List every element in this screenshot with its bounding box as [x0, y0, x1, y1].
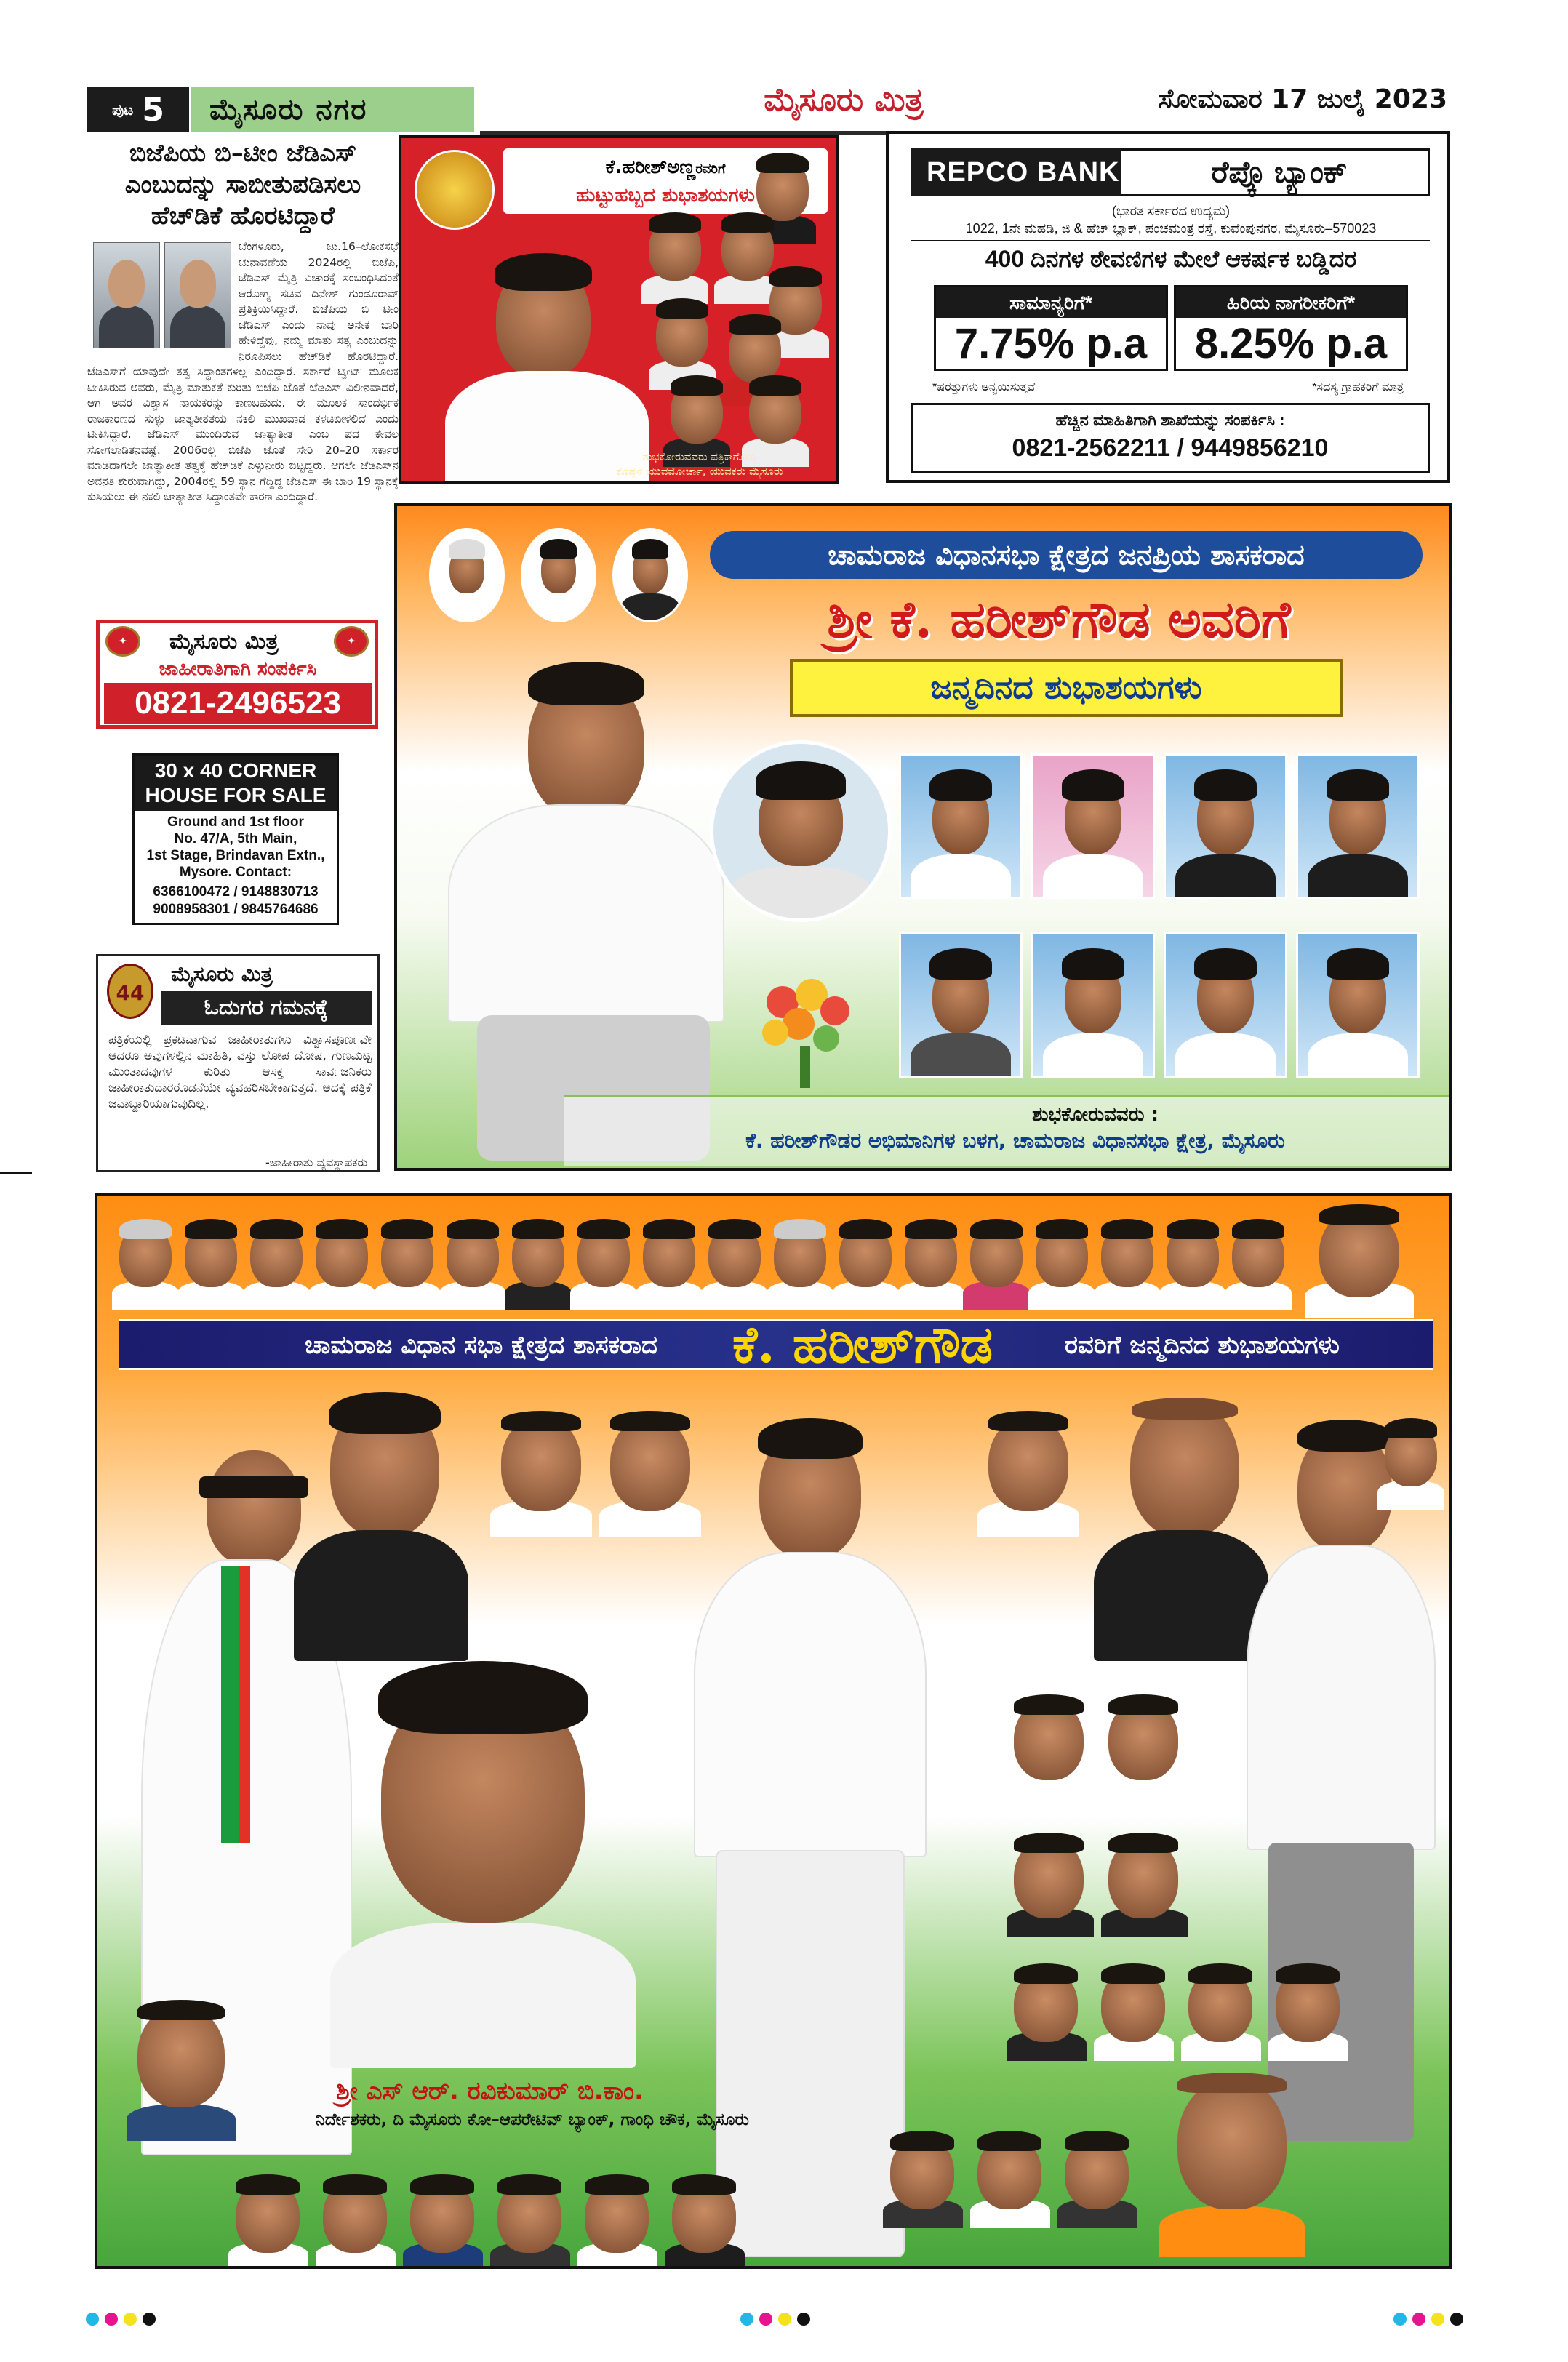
repco-logo: REPCO BANK: [911, 148, 1121, 196]
rate-value: 7.75% p.a: [954, 320, 1148, 367]
readers-notice-title: ಮೈಸೂರು ಮಿತ್ರ: [171, 962, 273, 986]
leader-figure: [287, 1385, 476, 1661]
readers-notice-body: ಪತ್ರಿಕೆಯಲ್ಲಿ ಪ್ರಕಟವಾಗುವ ಜಾಹೀರಾತುಗಳು ವಿಶ್ವಾಸಪೂರ್ಣವೇ ಆದರೂ ಅವುಗಳಲ್ಲಿನ ಮಾಹಿತಿ, ವಸ್ತು ಲೋಪ ದೋಷ, ಗುಣಮಟ್ಟ ಮುಂತಾದವುಗಳ ಕುರಿತು ಆಸಕ್ತ ಸಾರ್ವಜನಿಕರು ಜಾಹೀರಾತುದಾರರೊಡನೆಯೇ ವ್ಯವಹರಿಸಬೇಕಾಗುತ್ತದೆ. ಅದಕ್ಕೆ ಪತ್ರಿಕೆ ಜವಾಬ್ದಾರಿಯಾಗುವುದಿಲ್ಲ.: [108, 1033, 372, 1111]
leader-portrait: [767, 1214, 833, 1303]
birthday-ad-mid-banner: ಚಾಮರಾಜ ವಿಧಾನಸಭಾ ಕ್ಷೇತ್ರದ ಜನಪ್ರಿಯ ಶಾಸಕರಾದ: [710, 531, 1423, 579]
featured-portrait-caption-role: ನಿರ್ದೇಶಕರು, ದಿ ಮೈಸೂರು ಕೋ–ಆಪರೇಟಿವ್ ಬ್ಯಾಂಕ್, ಗಾಂಧಿ ಚೌಕ, ಮೈಸೂರು: [316, 2110, 749, 2129]
mitra-seal-right: ✦: [334, 626, 369, 657]
house-ad-phones: [135, 884, 337, 918]
rate-box-senior: [1174, 285, 1408, 371]
leader-portrait-large: [1305, 1200, 1414, 1316]
supporter-photo: [899, 932, 1023, 1078]
rate-value: 8.25% p.a: [1194, 320, 1388, 367]
supporter-photo: [1296, 932, 1420, 1078]
birthday-ad-small-footer-2: ಕೊಪ್ಪಳ ಯುವಮೋರ್ಚಾ, ಯುವಕರು ಮೈಸೂರು: [616, 465, 783, 478]
main-person-image: [419, 652, 739, 1161]
supporter-portrait: [1057, 2126, 1137, 2228]
main-person-image: [431, 240, 663, 484]
leader-portrait: [1159, 1214, 1226, 1303]
supporter-portrait: [1007, 1690, 1094, 1799]
anniversary-logo: 44: [107, 964, 153, 1019]
birthday-ad-big-bar: [119, 1314, 1433, 1374]
leader-portrait: [490, 1406, 592, 1537]
deity-image: [415, 150, 495, 230]
mitra-contact-ad: [96, 620, 378, 729]
mitra-ad-subtitle: ಜಾಹೀರಾತಿಗಾಗಿ ಸಂಪರ್ಕಿಸಿ: [159, 658, 317, 680]
birthday-ad-mid-wishes: ಜನ್ಮದಿನದ ಶುಭಾಶಯಗಳು: [790, 659, 1343, 717]
page-number: 5: [142, 91, 164, 129]
leader-portrait: [963, 1214, 1030, 1303]
repco-contact-box: [911, 403, 1430, 473]
issue-date: ಸೋಮವಾರ 17 ಜುಲೈ 2023: [1158, 84, 1447, 114]
portrait-image: [742, 371, 809, 460]
supporter-portrait: [403, 2170, 483, 2269]
supporter-photo: [1296, 753, 1420, 899]
flower-bouquet-image: [753, 973, 863, 1089]
birthday-ad-big-line-left: ಚಾಮರಾಜ ವಿಧಾನ ಸಭಾ ಕ್ಷೇತ್ರದ ಶಾಸಕರಾದ: [305, 1331, 657, 1360]
supporter-portrait: [665, 2170, 745, 2269]
mitra-ad-phone: 0821-2496523: [104, 683, 372, 724]
repco-address: 1022, 1ನೇ ಮಹಡಿ, ಜಿ & ಹೆಚ್ ಬ್ಲಾಕ್, ಪಂಚಮಂತ್ರ ರಸ್ತೆ, ಕುವೆಂಪುನಗರ, ಮೈಸೂರು–570023: [965, 221, 1377, 236]
leader-portrait: [1377, 1414, 1443, 1501]
house-ad-detail: 1st Stage, Brindavan Extn.,: [146, 848, 325, 863]
leader-portrait: [636, 1214, 703, 1303]
rate-label: ಹಿರಿಯ ನಾಗರೀಕರಿಗೆ*: [1176, 287, 1406, 318]
supporter-portrait: [1181, 1959, 1261, 2061]
repco-divider: [911, 240, 1430, 241]
readers-notice-signature: -ಜಾಹೀರಾತು ವ್ಯವಸ್ಥಾಪಕರು: [265, 1156, 367, 1169]
registration-marks-center: [740, 2313, 810, 2326]
supporter-photo: [1031, 753, 1155, 899]
leader-portrait: [832, 1214, 899, 1303]
birthday-ad-big-line-right: ರವರಿಗೆ ಜನ್ಮದಿನದ ಶುಭಾಶಯಗಳು: [1065, 1331, 1340, 1360]
house-ad-phone: 6366100472 / 9148830713: [153, 884, 319, 900]
article-headline: ಬಿಜೆಪಿಯ ಬಿ–ಟೀಂ ಜೆಡಿಎಸ್ ಎಂಬುದನ್ನು ಸಾಬೀತುಪಡಿಸಲು ಹೆಚ್‌ಡಿಕೆ ಹೊರಟಿದ್ದಾರೆ: [124, 139, 361, 231]
birthday-ad-big: [95, 1193, 1452, 2269]
birthday-ad-small: [399, 135, 839, 484]
house-ad-detail: No. 47/A, 5th Main,: [174, 831, 297, 846]
portrait-image: [663, 371, 730, 460]
supporter-portrait: [490, 2170, 570, 2269]
article-photos: [93, 242, 231, 351]
leader-portrait: [243, 1214, 310, 1303]
supporter-portrait: [1101, 1828, 1188, 1937]
leader-portrait: [112, 1214, 179, 1303]
house-for-sale-ad: [132, 753, 339, 925]
circle-portrait: [710, 740, 892, 922]
house-ad-header: [135, 756, 337, 811]
readers-notice: [96, 954, 380, 1172]
readers-notice-heading: ಓದುಗರ ಗಮನಕ್ಕೆ: [161, 991, 372, 1025]
masthead: ಮೈಸೂರು ಮಿತ್ರ: [764, 81, 924, 119]
supporter-portrait: [1007, 1959, 1087, 2061]
supporter-portrait: [1007, 1828, 1094, 1937]
supporter-portrait: [577, 2170, 657, 2269]
supporter-portrait: [1159, 2068, 1305, 2257]
leader-portrait: [1225, 1214, 1292, 1303]
rate-label: ಸಾಮಾನ್ಯರಿಗೆ*: [936, 287, 1166, 318]
featured-portrait: [330, 1646, 636, 2054]
supporter-portrait: [1101, 1690, 1188, 1799]
birthday-ad-small-footer-1: ಶುಭಕೋರುವವರು ಪತ್ರಿಕಾಗೋಷ್ಠಿ: [642, 450, 757, 463]
repco-bank-ad: [886, 131, 1450, 483]
repco-note-right: *ಸದಸ್ಯ ಗ್ರಾಹಕರಿಗೆ ಮಾತ್ರ: [1312, 381, 1404, 393]
repco-contact-label: ಹೆಚ್ಚಿನ ಮಾಹಿತಿಗಾಗಿ ಶಾಖೆಯನ್ನು ಸಂಪರ್ಕಿಸಿ :: [1055, 411, 1285, 429]
mitra-seal-left: ✦: [105, 626, 140, 657]
supporter-portrait: [970, 2126, 1050, 2228]
house-ad-title-1: 30 x 40 CORNER: [154, 759, 317, 782]
section-title: ಮೈಸೂರು ನಗರ: [191, 87, 474, 132]
house-ad-phone: 9008958301 / 9845764686: [153, 902, 319, 917]
featured-portrait-caption-name: ಶ್ರೀ ಎಸ್ ಆರ್. ರವಿಕುಮಾರ್ ಬಿ.ಕಾಂ.: [336, 2077, 644, 2106]
birthday-ad-mid-footer-text: ಕೆ. ಹರೀಶ್‌ಗೌಡರ ಅಭಿಮಾನಿಗಳ ಬಳಗ, ಚಾಮರಾಜ ವಿಧಾನಸಭಾ ಕ್ಷೇತ್ರ, ಮೈಸೂರು: [745, 1129, 1285, 1153]
leader-portrait: [439, 1214, 506, 1303]
repco-contact-phones: 0821-2562211 / 9449856210: [1012, 434, 1329, 462]
birthday-ad-small-wishes: ಹುಟ್ಟುಹಬ್ಬದ ಶುಭಾಶಯಗಳು: [576, 185, 755, 207]
birthday-ad-mid-name: ಶ್ರೀ ಕೆ. ಹರೀಶ್‌ಗೌಡ ಅವರಿಗೆ: [827, 589, 1291, 649]
mitra-ad-title: ಮೈಸೂರು ಮಿತ್ರ: [169, 629, 279, 654]
rate-box-general: [934, 285, 1168, 371]
portrait-image: [649, 294, 716, 383]
repco-name: ರೆಪ್ಕೊ ಬ್ಯಾಂಕ್: [1211, 155, 1348, 189]
repco-subtitle: (ಭಾರತ ಸರ್ಕಾರದ ಉದ್ಯಮ): [1111, 204, 1231, 218]
birthday-ad-mid: [394, 503, 1452, 1171]
supporter-photo: [1164, 932, 1287, 1078]
article-body: ಬೆಂಗಳೂರು, ಜು.16–ಲೋಕಸಭೆ ಚುನಾವಣೆಯ 2024ರಲ್ಲಿ ಬಿಜೆಪಿ, ಜೆಡಿಎಸ್ ಮೈತ್ರಿ ವಿಚಾರಕ್ಕೆ ಸಂಬಂಧಿಸಿದಂತೆ ಆರೋಗ್ಯ ಸಚಿವ ದಿನೇಶ್ ಗುಂಡೂರಾವ್ ಪ್ರತಿಕ್ರಿಯಿಸಿದ್ದಾರೆ. ಬಿಜೆಪಿಯ ಬಿ ಟೀಂ ಜೆಡಿಎಸ್ ಎಂದು ನಾವು ಅನೇಕ ಬಾರಿ ಹೇಳಿದ್ದೆವು, ನಮ್ಮ ಮಾತು ಸತ್ಯ ಎಂಬುದನ್ನು ನಿರೂಪಿಸಲು ಹೆಚ್‌ಡಿಕೆ ಹೊರಟಿದ್ದಾರೆ. ಜೆಡಿಎಸ್‌ಗೆ ಯಾವುದೇ ತತ್ವ ಸಿದ್ಧಾಂತಗಳಿಲ್ಲ ಎಂದಿದ್ದಾರೆ. ಸರ್ಕಾರೆ ಟ್ವೀಟ್ ಮೂಲಕ ಟೀಕಿಸಿರುವ ಅವರು, ಮೈತ್ರಿ ಮಾತುಕತೆ ಕುರಿತು ಬಿಜೆಪಿ ಜೊತೆ ಜೆಡಿಎಸ್ ವಿಲೀನವಾದರೆ, ಆಗ ಅವರ ವಿಶ್ವಾಸ ನಾಯಕರನ್ನು ಕಾಣಬಹುದು. ಈ ಮೂಲಕ ಸಾಂದರ್ಭಿಕ ರಾಜಕಾರಣದ ಸುಳ್ಳು ಜಾತ್ಯತೀತತೆಯ ನಕಲಿ ಮುಖವಾಡ ಕಳಚಿಬೀಳಲಿದೆ ಎಂದು ಟೀಕಿಸಿದ್ದಾರೆ. ಜೆಡಿಎಸ್ ಮುಂದಿರುವ ಜಾತ್ಯಾತೀತ ಎಂಬ ಪದ ಕೇವಲ ಸೋಗಲಾಡಿತನವಷ್ಟೆ. 2006ರಲ್ಲಿ ಬಿಜೆಪಿ ಜೊತೆ ಸೇರಿ 20–20 ಸರ್ಕಾರ ಮಾಡಿದಾಗಲೇ ಜಾತ್ಯಾತೀತ ತತ್ವಕ್ಕೆ ಹೆಚ್‌ಡಿಕೆ ಎಳ್ಳುನೀರು ಬಿಟ್ಟಿದ್ದರು. ಆಗಲೇ ಜೆಡಿಎಸ್‌ನ ಅವನತಿ ಶುರುವಾಗಿದ್ದು, 2004ರಲ್ಲಿ 59 ಸ್ಥಾನ ಗೆದ್ದಿದ್ದ ಜೆಡಿಎಸ್ ಈ ಬಾರಿ 19 ಸ್ಥಾನಕ್ಕೆ ಕುಸಿಯಲು ಈ ನಕಲಿ ಜಾತ್ಯಾತೀತ ಸಿದ್ಧಾಂತವೇ ಕಾರಣ ಎಂದಿದ್ದಾರೆ.: [87, 240, 399, 503]
supporter-photo: [1031, 932, 1155, 1078]
leader-portrait: [177, 1214, 244, 1303]
supporter-portrait: [1268, 1959, 1348, 2061]
leader-portrait: [1094, 1214, 1161, 1303]
leader-portrait: [977, 1406, 1079, 1537]
article-photo-2: [164, 242, 231, 348]
leader-portrait: [897, 1214, 964, 1303]
house-ad-title-2: HOUSE FOR SALE: [145, 784, 327, 806]
house-ad-detail: Ground and 1st floor: [167, 814, 304, 830]
supporter-photo: [899, 753, 1023, 899]
birthday-ad-small-suffix: ರವರಿಗೆ: [695, 161, 726, 177]
supporter-portrait: [127, 1995, 236, 2141]
article-body-container: [87, 239, 399, 505]
supporter-photo: [1164, 753, 1287, 899]
house-ad-details: [135, 814, 337, 881]
birthday-ad-big-name: ಕೆ. ಹರೀಶ್‌ಗೌಡ: [732, 1314, 993, 1374]
birthday-ad-small-footer: [583, 449, 816, 479]
leader-portrait: [701, 1214, 768, 1303]
registration-marks-left: [86, 2313, 156, 2326]
registration-marks-right: [1393, 2313, 1463, 2326]
repco-note-left: *ಷರತ್ತುಗಳು ಅನ್ವಯಿಸುತ್ತವೆ: [932, 381, 1036, 393]
leader-portrait: [1028, 1214, 1095, 1303]
supporter-portrait: [316, 2170, 396, 2269]
leader-portrait: [374, 1214, 441, 1303]
supporter-portrait: [228, 2170, 308, 2269]
supporter-portrait: [883, 2126, 963, 2228]
portrait-image: [641, 208, 708, 297]
leader-portrait: [570, 1214, 637, 1303]
page-number-box: [87, 87, 189, 132]
crop-mark: [0, 1172, 32, 1174]
article-photo-1: [93, 242, 160, 348]
supporter-portrait: [1094, 1959, 1174, 2061]
repco-offer: 400 ದಿನಗಳ ಠೇವಣಿಗಳ ಮೇಲೆ ಆಕರ್ಷಕ ಬಡ್ಡಿದರ: [985, 246, 1357, 272]
page-label: ಪುಟ: [112, 101, 134, 119]
leader-portrait: [521, 528, 596, 622]
leader-portrait: [505, 1214, 572, 1303]
birthday-ad-small-name: ಕೆ.ಹರೀಶ್‌ಅಣ್ಣ: [605, 156, 696, 178]
house-ad-detail: Mysore. Contact:: [179, 865, 292, 880]
leader-portrait: [429, 528, 505, 622]
news-article: [87, 138, 399, 505]
birthday-ad-mid-footer-label: ಶುಭಕೋರುವವರು :: [1032, 1104, 1159, 1126]
leader-portrait: [308, 1214, 375, 1303]
